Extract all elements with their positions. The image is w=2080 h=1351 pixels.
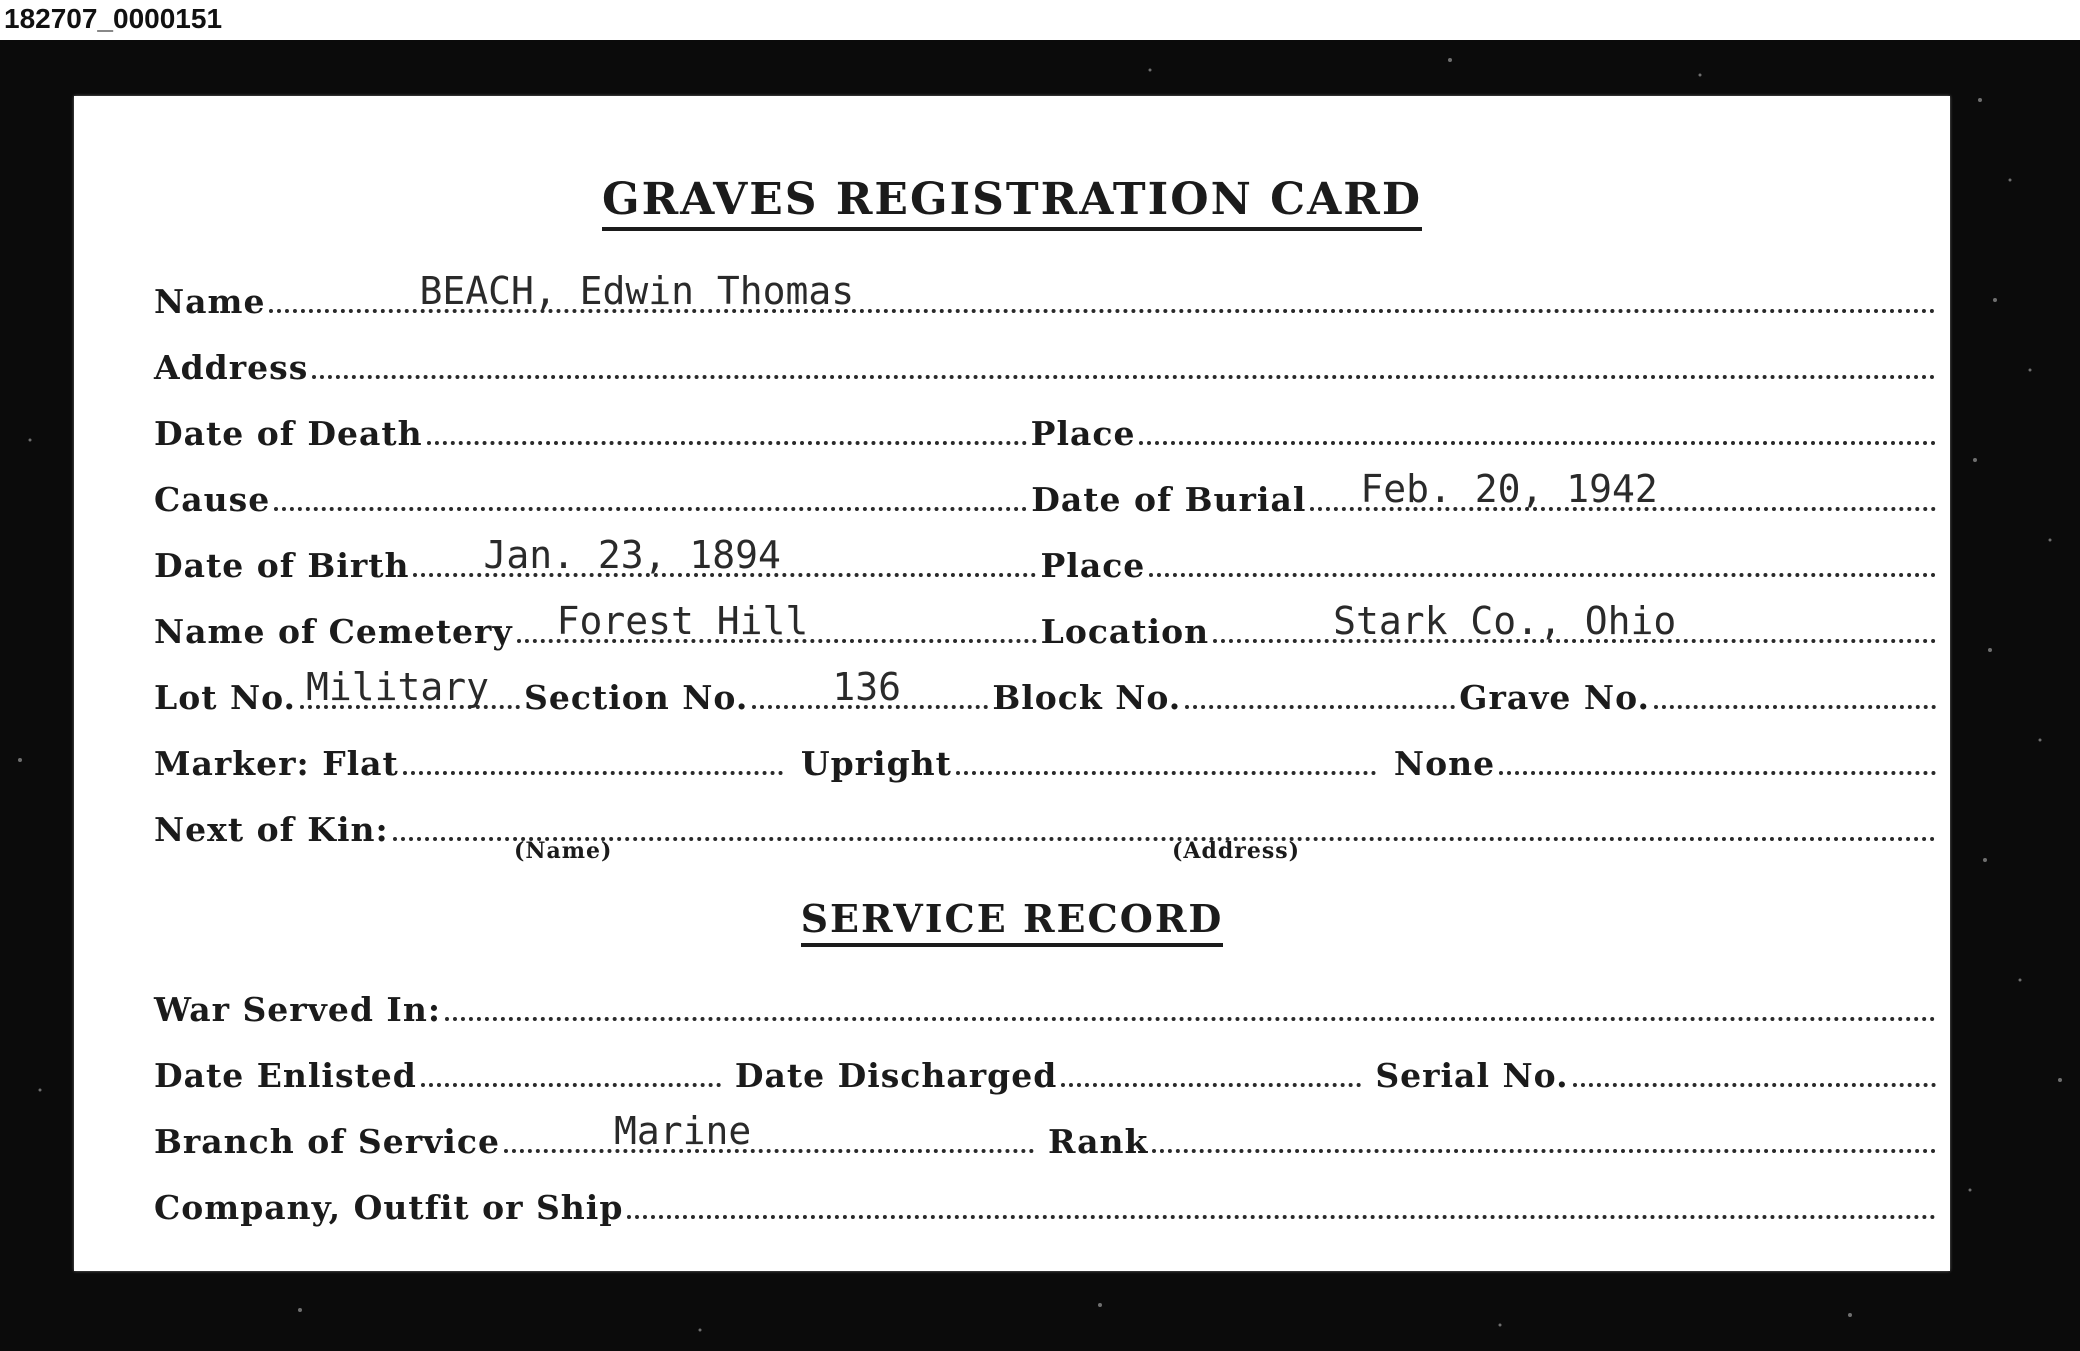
location-field [1213, 599, 1936, 648]
date-of-birth-field [413, 533, 1036, 582]
death-place-label: Place [1030, 414, 1136, 453]
branch-value: Marine [613, 1109, 752, 1153]
row-date-of-birth [154, 532, 1940, 585]
lot-field [300, 665, 520, 714]
marker-upright-label: Upright [800, 744, 952, 783]
row-marker [154, 730, 1940, 783]
serial-no-label: Serial No. [1375, 1056, 1569, 1095]
company-field [627, 1184, 1936, 1224]
row-name [154, 268, 1940, 321]
date-of-burial-field [1310, 467, 1936, 516]
next-of-kin-name-caption: (Name) [514, 838, 613, 864]
service-record-title: SERVICE RECORD [74, 896, 1950, 947]
block-label: Block No. [992, 678, 1182, 717]
section-value: 136 [832, 665, 901, 709]
date-enlisted-label: Date Enlisted [154, 1056, 417, 1095]
date-of-death-field [427, 410, 1027, 450]
location-label: Location [1040, 612, 1210, 651]
block-field [1185, 674, 1455, 714]
row-lot [154, 664, 1940, 717]
cause-field [274, 476, 1027, 516]
date-enlisted-field [421, 1052, 721, 1092]
card-title: GRAVES REGISTRATION CARD [74, 174, 1950, 231]
header-strip [0, 0, 2080, 40]
branch-field [504, 1109, 1034, 1158]
date-of-birth-label: Date of Birth [154, 546, 410, 585]
name-field [269, 269, 1936, 318]
date-discharged-field [1061, 1052, 1361, 1092]
grave-label: Grave No. [1459, 678, 1650, 717]
cemetery-value: Forest Hill [556, 599, 809, 643]
marker-flat-field [403, 740, 783, 780]
marker-none-label: None [1393, 744, 1496, 783]
row-company [154, 1174, 1940, 1227]
rank-label: Rank [1047, 1122, 1149, 1161]
war-served-label: War Served In: [154, 990, 442, 1029]
cemetery-label: Name of Cemetery [154, 612, 513, 651]
row-cause [154, 466, 1940, 519]
lot-label: Lot No. [154, 678, 297, 717]
birth-place-label: Place [1040, 546, 1146, 585]
row-branch [154, 1108, 1940, 1161]
date-of-burial-label: Date of Burial [1031, 480, 1307, 519]
row-enlisted [154, 1042, 1940, 1095]
row-next-of-kin [154, 796, 1940, 849]
branch-label: Branch of Service [154, 1122, 500, 1161]
image-id-label: 182707_0000151 [4, 3, 223, 34]
row-address [154, 334, 1940, 387]
date-of-birth-value: Jan. 23, 1894 [483, 533, 781, 577]
date-discharged-label: Date Discharged [734, 1056, 1058, 1095]
next-of-kin-field [393, 806, 1936, 846]
birth-place-field [1149, 542, 1936, 582]
cemetery-field [517, 599, 1037, 648]
row-date-of-death [154, 400, 1940, 453]
address-field [312, 344, 1936, 384]
graves-registration-card [74, 96, 1950, 1271]
section-label: Section No. [524, 678, 749, 717]
marker-flat-label: Marker: Flat [154, 744, 399, 783]
company-label: Company, Outfit or Ship [154, 1188, 624, 1227]
next-of-kin-address-caption: (Address) [1172, 838, 1301, 864]
date-of-death-label: Date of Death [154, 414, 423, 453]
date-of-burial-value: Feb. 20, 1942 [1360, 467, 1658, 511]
next-of-kin-label: Next of Kin: [154, 810, 389, 849]
cause-label: Cause [154, 480, 271, 519]
name-value: BEACH, Edwin Thomas [419, 269, 855, 313]
row-war-served [154, 976, 1940, 1029]
rank-field [1152, 1118, 1936, 1158]
lot-value: Military [306, 665, 490, 709]
death-place-field [1139, 410, 1936, 450]
name-label: Name [154, 282, 266, 321]
row-cemetery [154, 598, 1940, 651]
section-field [752, 665, 988, 714]
marker-none-field [1499, 740, 1936, 780]
war-served-field [445, 986, 1936, 1026]
serial-no-field [1573, 1052, 1936, 1092]
address-label: Address [154, 348, 309, 387]
grave-field [1654, 674, 1936, 714]
marker-upright-field [956, 740, 1376, 780]
location-value: Stark Co., Ohio [1333, 599, 1677, 643]
